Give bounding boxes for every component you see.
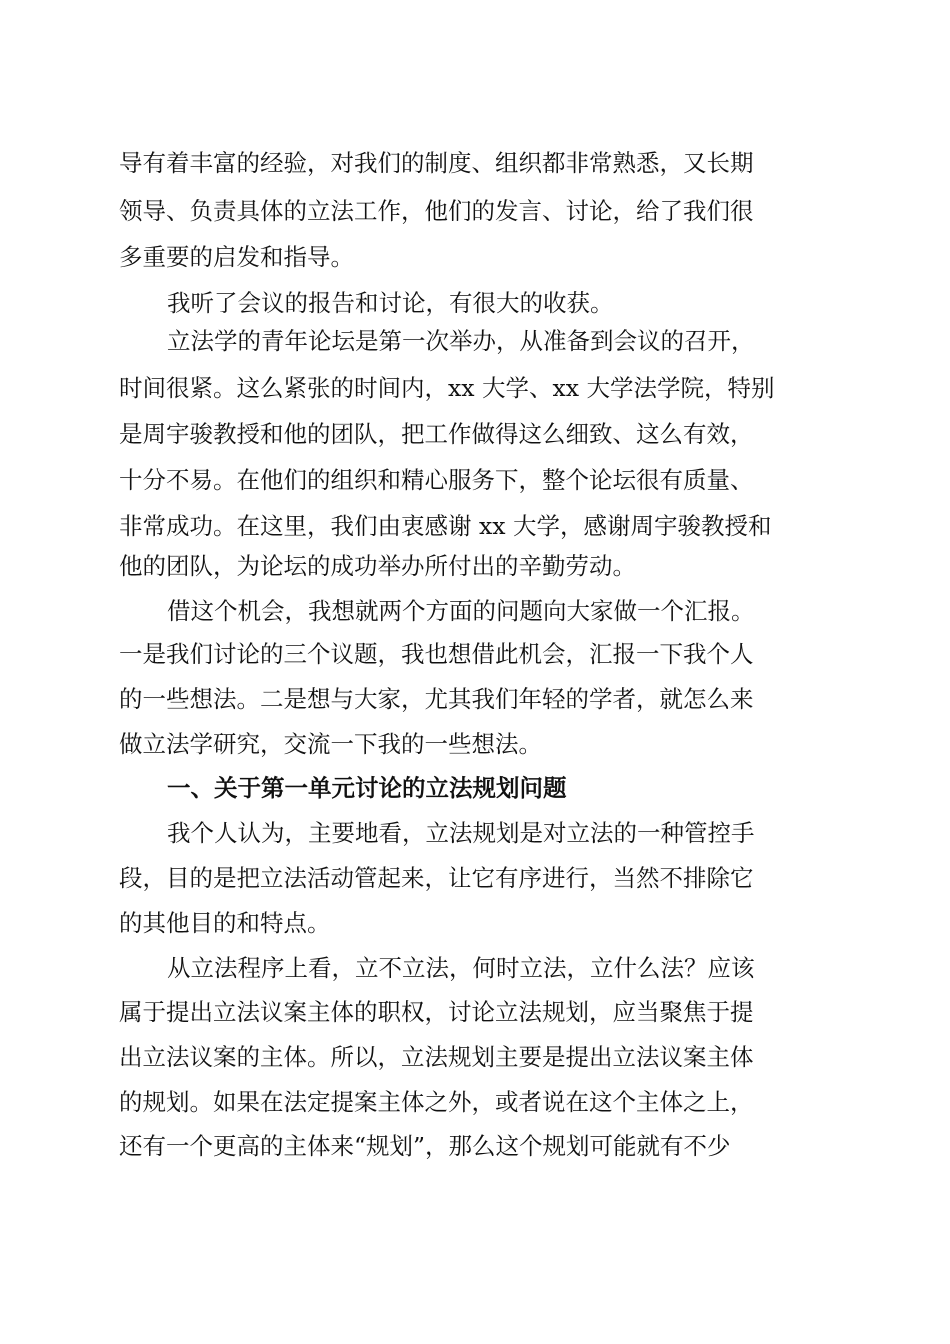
text-line: 的一些想法。二是想与大家，尤其我们年轻的学者，就怎么来 bbox=[119, 685, 754, 713]
text-line: 从立法程序上看，立不立法，何时立法，立什么法？应该 bbox=[167, 954, 755, 982]
text-line: 的其他目的和特点。 bbox=[119, 909, 331, 937]
text-line: 非常成功。在这里，我们由衷感谢 xx 大学，感谢周宇骏教授和 bbox=[119, 512, 772, 540]
text-line: 领导、负责具体的立法工作，他们的发言、讨论，给了我们很 bbox=[119, 197, 754, 225]
text-line: 一是我们讨论的三个议题，我也想借此机会，汇报一下我个人 bbox=[119, 640, 754, 668]
text-line: 导有着丰富的经验，对我们的制度、组织都非常熟悉，又长期 bbox=[119, 149, 754, 177]
text-line: 出立法议案的主体。所以，立法规划主要是提出立法议案主体 bbox=[119, 1043, 754, 1071]
text-line: 借这个机会，我想就两个方面的问题向大家做一个汇报。 bbox=[167, 597, 755, 625]
text-line: 做立法学研究，交流一下我的一些想法。 bbox=[119, 730, 542, 758]
text-line: 我听了会议的报告和讨论，有很大的收获。 bbox=[167, 289, 614, 317]
text-line: 段，目的是把立法活动管起来，让它有序进行，当然不排除它 bbox=[119, 864, 754, 892]
text-line: 的规划。如果在法定提案主体之外，或者说在这个主体之上， bbox=[119, 1088, 754, 1116]
text-line: 是周宇骏教授和他的团队，把工作做得这么细致、这么有效， bbox=[119, 420, 754, 448]
text-line: 十分不易。在他们的组织和精心服务下，整个论坛很有质量、 bbox=[119, 466, 754, 494]
text-line: 属于提出立法议案主体的职权，讨论立法规划，应当聚焦于提 bbox=[119, 998, 754, 1026]
section-heading: 一、关于第一单元讨论的立法规划问题 bbox=[167, 774, 567, 802]
text-line: 立法学的青年论坛是第一次举办，从准备到会议的召开， bbox=[167, 327, 755, 355]
text-line: 多重要的启发和指导。 bbox=[119, 243, 354, 271]
text-line: 他的团队，为论坛的成功举办所付出的辛勤劳动。 bbox=[119, 552, 636, 580]
text-line: 还有一个更高的主体来“规划”，那么这个规划可能就有不少 bbox=[119, 1132, 731, 1160]
text-line: 我个人认为，主要地看，立法规划是对立法的一种管控手 bbox=[167, 819, 755, 847]
text-line: 时间很紧。这么紧张的时间内，xx 大学、xx 大学法学院，特别 bbox=[119, 374, 775, 402]
